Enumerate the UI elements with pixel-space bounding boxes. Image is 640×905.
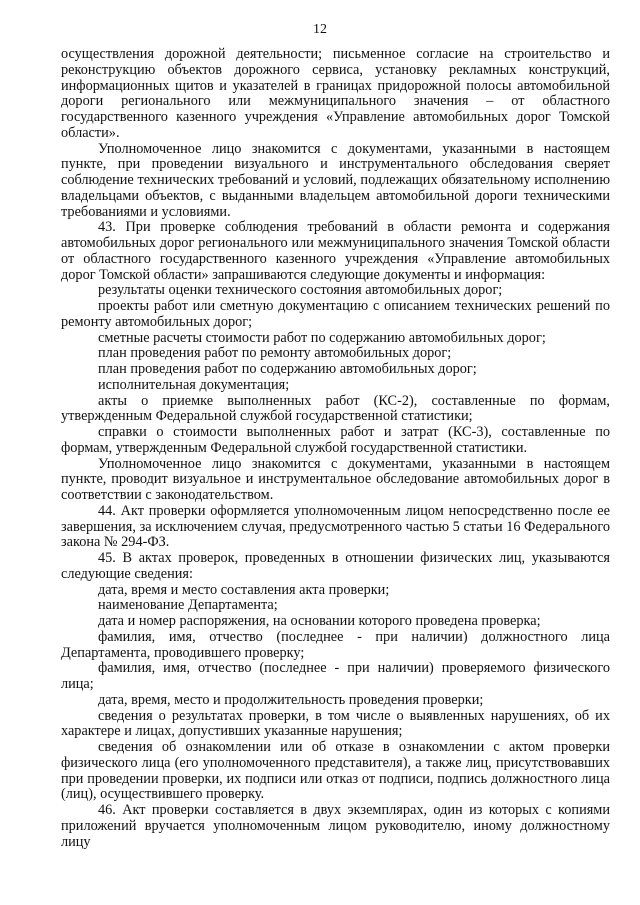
list-item: план проведения работ по содержанию автомобильных дорог;	[98, 361, 477, 377]
paragraph: 46. Акт проверки составляется в двух экземплярах, один из которых с копиями приложений вручается уполномоченным лицом руководителю, иному должностному лицу	[61, 802, 610, 850]
list-item: проекты работ или сметную документацию с описанием технических решений по ремонту автомобильных дорог;	[61, 298, 610, 330]
page-number: 12	[313, 22, 327, 37]
list-item: сведения о результатах проверки, в том числе о выявленных нарушениях, об их характере и лицах, допустивших указанные нарушения;	[61, 707, 610, 740]
list-item: акты о приемке выполненных работ (КС-2), составленные по формам, утвержденным Федеральной службой государственной статистики;	[61, 392, 610, 425]
paragraph: Уполномоченное лицо знакомится с документами, указанными в настоящем пункте, при проведении визуального и инструментального обследования сверяет соблюдение технических требований и условий, подлежащих обязательному исполнению владельцами объектов, с выданными владельцем автомобильной дороги техническими требованиями и условиями.	[61, 140, 610, 220]
list-item: фамилия, имя, отчество (последнее - при наличии) проверяемого физического лица;	[61, 660, 610, 692]
list-item: наименование Департамента;	[98, 597, 278, 614]
list-item: сметные расчеты стоимости работ по содержанию автомобильных дорог;	[98, 329, 546, 346]
list-item: план проведения работ по ремонту автомобильных дорог;	[98, 345, 452, 362]
list-item: справки о стоимости выполненных работ и затрат (КС-3), составленные по формам, утвержденным Федеральной службой государственной статистики.	[61, 424, 610, 456]
paragraph: осуществления дорожной деятельности; письменное согласие на строительство и реконструкцию объектов дорожного сервиса, установку рекламных конструкций, информационных щитов и указателей в границах придорожной полосы автомобильной дороги регионального или межмуниципального значения – от областного государственного казенного учреждения «Управление автомобильных дорог Томской области».	[61, 46, 610, 141]
list-item: дата, время и место составления акта проверки;	[98, 581, 390, 598]
document-body	[61, 47, 610, 850]
list-item: фамилия, имя, отчество (последнее - при наличии) должностного лица Департамента, проводившего проверку;	[61, 628, 610, 661]
paragraph: 45. В актах проверок, проведенных в отношении физических лиц, указываются следующие сведения:	[61, 550, 610, 582]
list-item: дата, время, место и продолжительность проведения проверки;	[98, 691, 484, 708]
paragraph: Уполномоченное лицо знакомится с документами, указанными в настоящем пункте, проводит визуальное и инструментальное обследование автомобильных дорог в соответствии с законодательством.	[61, 455, 610, 503]
list-item: исполнительная документация;	[98, 376, 290, 393]
list-item: сведения об ознакомлении или об отказе в ознакомлении с актом проверки физического лица (его уполномоченного представителя), а также лиц, присутствовавших при проведении проверки, их подписи или отказ от подписи, подпись должностного лица (лиц), осуществившего проверку.	[61, 739, 610, 803]
paragraph: 44. Акт проверки оформляется уполномоченным лицом непосредственно после ее завершения, за исключением случая, предусмотренного частью 5 статьи 16 Федерального закона № 294-ФЗ.	[61, 502, 610, 551]
list-item: результаты оценки технического состояния автомобильных дорог;	[98, 282, 503, 299]
paragraph: 43. При проверке соблюдения требований в области ремонта и содержания автомобильных дорог регионального или межмуниципального значения Томской области от областного государственного казенного учреждения «Управление автомобильных дорог Томской области» запрашиваются следующие документы и информация:	[61, 219, 610, 283]
list-item: дата и номер распоряжения, на основании которого проведена проверка;	[98, 613, 541, 629]
